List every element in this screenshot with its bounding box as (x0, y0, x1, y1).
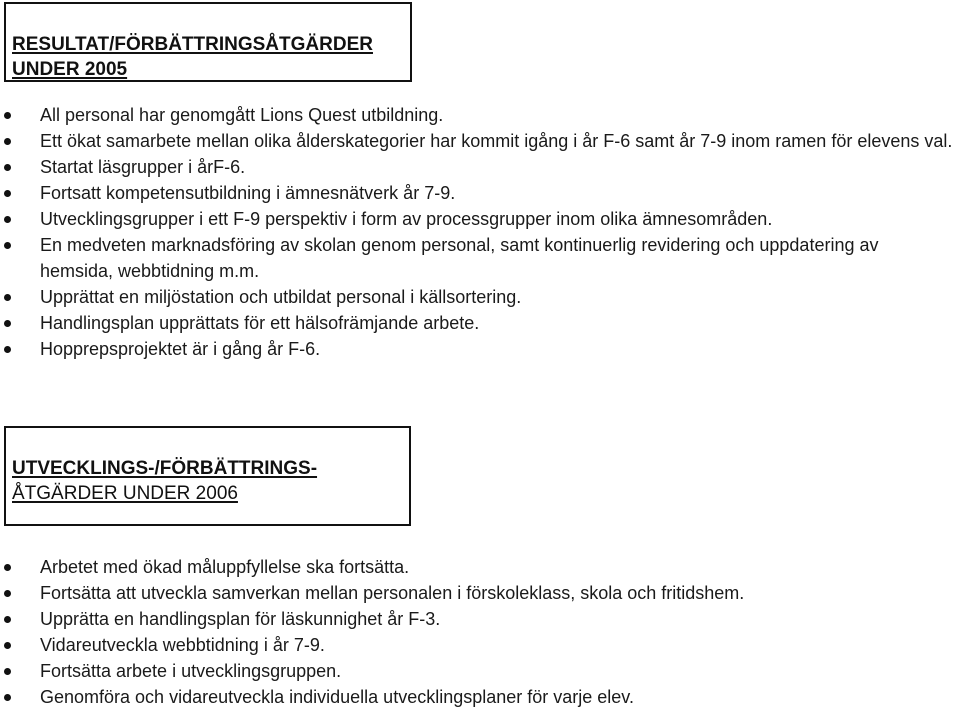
list-item-text: En medveten marknadsföring av skolan genom personal, samt kontinuerlig revidering och uppdatering av hemsida, webbtidning m.m. (40, 235, 879, 281)
bullet-icon (4, 138, 11, 145)
list-item (0, 632, 960, 658)
list-item (0, 180, 960, 206)
list-item (0, 606, 960, 632)
section-heading-2005 (12, 32, 373, 82)
list-item-text: Ett ökat samarbete mellan olika ålderskategorier har kommit igång i år F-6 samt år 7-9 inom ramen för elevens val. (40, 131, 953, 151)
list-item-text: Hopprepsprojektet är i gång år F-6. (40, 339, 321, 359)
section-heading-box-2005 (4, 2, 412, 82)
list-item-text: Utvecklingsgrupper i ett F-9 perspektiv i form av processgrupper inom olika ämnesområden. (40, 209, 773, 229)
list-item (0, 684, 960, 710)
list-item (0, 580, 960, 606)
bullet-icon (4, 320, 11, 327)
bullet-icon (4, 642, 11, 649)
bullet-icon (4, 242, 11, 249)
list-item (0, 232, 960, 284)
bullet-icon (4, 164, 11, 171)
list-item-text: Fortsätta att utveckla samverkan mellan personalen i förskoleklass, skola och fritidshem. (40, 583, 745, 603)
list-item-text: Upprätta en handlingsplan för läskunnighet år F-3. (40, 609, 441, 629)
list-item (0, 284, 960, 310)
list-item-text: Fortsätta arbete i utvecklingsgruppen. (40, 661, 342, 681)
list-item-text: All personal har genomgått Lions Quest utbildning. (40, 105, 444, 125)
bullet-list-2006 (0, 554, 960, 710)
bullet-icon (4, 668, 11, 675)
section-heading-2006-line2: ÅTGÄRDER UNDER 2006 (12, 483, 238, 504)
bullet-list-2005 (0, 102, 960, 362)
list-item-text: Arbetet med ökad måluppfyllelse ska fortsätta. (40, 557, 410, 577)
bullet-icon (4, 590, 11, 597)
list-item-text: Vidareutveckla webbtidning i år 7-9. (40, 635, 325, 655)
bullet-icon (4, 190, 11, 197)
section-heading-2006-line1: UTVECKLINGS-/FÖRBÄTTRINGS- (12, 458, 318, 479)
list-item (0, 658, 960, 684)
list-item-text: Fortsatt kompetensutbildning i ämnesnätverk år 7-9. (40, 183, 456, 203)
list-item-text: Handlingsplan upprättats för ett hälsofrämjande arbete. (40, 313, 480, 333)
section-heading-2005-line1: RESULTAT/FÖRBÄTTRINGSÅTGÄRDER (12, 34, 373, 55)
section-heading-2006 (12, 456, 317, 506)
list-item-text: Genomföra och vidareutveckla individuella utvecklingsplaner för varje elev. (40, 687, 634, 707)
list-item (0, 336, 960, 362)
bullet-icon (4, 346, 11, 353)
list-item-text: Upprättat en miljöstation och utbildat personal i källsortering. (40, 287, 522, 307)
list-item (0, 102, 960, 128)
bullet-icon (4, 564, 11, 571)
bullet-icon (4, 216, 11, 223)
list-item (0, 154, 960, 180)
section-heading-2005-line2: UNDER 2005 (12, 59, 128, 80)
list-item (0, 128, 960, 154)
list-item (0, 554, 960, 580)
list-item (0, 206, 960, 232)
bullet-icon (4, 112, 11, 119)
bullet-icon (4, 294, 11, 301)
bullet-icon (4, 616, 11, 623)
bullet-icon (4, 694, 11, 701)
list-item-text: Startat läsgrupper i årF-6. (40, 157, 246, 177)
list-item (0, 310, 960, 336)
section-heading-box-2006 (4, 426, 411, 526)
